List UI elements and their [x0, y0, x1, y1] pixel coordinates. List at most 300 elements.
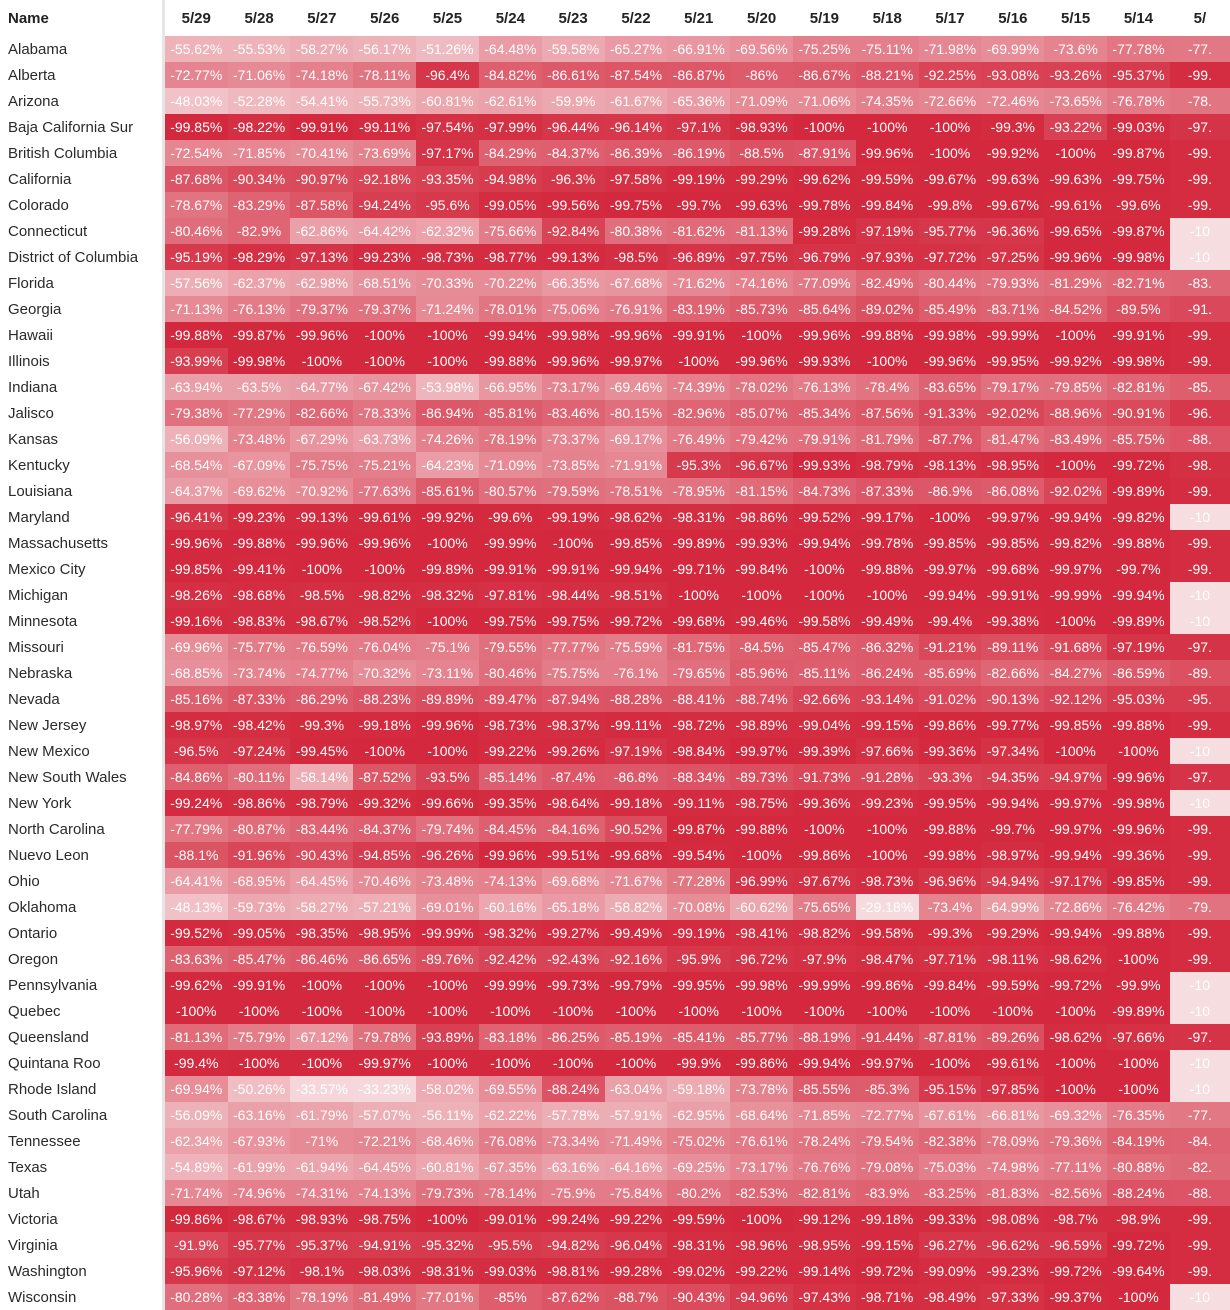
- heatmap-cell[interactable]: -85.49%: [919, 296, 982, 322]
- heatmap-cell[interactable]: -67.42%: [353, 374, 416, 400]
- heatmap-cell[interactable]: -71.06%: [228, 62, 291, 88]
- heatmap-cell[interactable]: -87.7%: [919, 426, 982, 452]
- heatmap-cell[interactable]: -79.38%: [163, 400, 227, 426]
- heatmap-cell[interactable]: -99.84%: [919, 972, 982, 998]
- heatmap-cell[interactable]: -48.13%: [163, 894, 227, 920]
- heatmap-cell[interactable]: -63.16%: [228, 1102, 291, 1128]
- heatmap-cell[interactable]: -99.89%: [1107, 478, 1170, 504]
- heatmap-cell[interactable]: -91.44%: [856, 1024, 919, 1050]
- heatmap-cell[interactable]: -100%: [479, 998, 542, 1024]
- heatmap-cell[interactable]: -72.77%: [856, 1102, 919, 1128]
- heatmap-cell[interactable]: -78.14%: [479, 1180, 542, 1206]
- heatmap-cell[interactable]: -98.11%: [981, 946, 1044, 972]
- heatmap-cell[interactable]: -99.8%: [919, 192, 982, 218]
- heatmap-cell[interactable]: -97.: [1170, 634, 1230, 660]
- heatmap-cell[interactable]: -99.96%: [416, 712, 479, 738]
- column-header[interactable]: 5/16: [998, 9, 1028, 27]
- heatmap-cell[interactable]: -92.16%: [605, 946, 668, 972]
- heatmap-cell[interactable]: -87.56%: [856, 400, 919, 426]
- heatmap-cell[interactable]: -99.63%: [981, 166, 1044, 192]
- heatmap-cell[interactable]: -76.61%: [730, 1128, 793, 1154]
- heatmap-cell[interactable]: -99.13%: [542, 244, 605, 270]
- heatmap-cell[interactable]: -55.53%: [228, 36, 291, 62]
- heatmap-cell[interactable]: -98.7%: [1044, 1206, 1107, 1232]
- heatmap-cell[interactable]: -91.68%: [1044, 634, 1107, 660]
- heatmap-cell[interactable]: -85.47%: [793, 634, 856, 660]
- heatmap-cell[interactable]: -100%: [1044, 738, 1107, 764]
- heatmap-cell[interactable]: -67.29%: [290, 426, 353, 452]
- heatmap-cell[interactable]: -78.19%: [479, 426, 542, 452]
- heatmap-cell[interactable]: -81.83%: [981, 1180, 1044, 1206]
- heatmap-cell[interactable]: -97.33%: [981, 1284, 1044, 1310]
- heatmap-cell[interactable]: -77.79%: [163, 816, 227, 842]
- heatmap-cell[interactable]: -99.7%: [1107, 556, 1170, 582]
- heatmap-cell[interactable]: -83.63%: [163, 946, 227, 972]
- heatmap-cell[interactable]: -99.78%: [856, 530, 919, 556]
- heatmap-cell[interactable]: -57.78%: [542, 1102, 605, 1128]
- heatmap-cell[interactable]: -99.88%: [856, 556, 919, 582]
- heatmap-cell[interactable]: -100%: [1107, 738, 1170, 764]
- heatmap-cell[interactable]: -83.46%: [542, 400, 605, 426]
- heatmap-cell[interactable]: -99.94%: [793, 1050, 856, 1076]
- heatmap-cell[interactable]: -98.26%: [163, 582, 227, 608]
- heatmap-cell[interactable]: -79.93%: [981, 270, 1044, 296]
- heatmap-cell[interactable]: -71.24%: [416, 296, 479, 322]
- heatmap-cell[interactable]: -96.3%: [542, 166, 605, 192]
- heatmap-cell[interactable]: -77.11%: [1044, 1154, 1107, 1180]
- heatmap-cell[interactable]: -100%: [730, 842, 793, 868]
- heatmap-cell[interactable]: -75.75%: [290, 452, 353, 478]
- heatmap-cell[interactable]: -99.: [1170, 920, 1230, 946]
- heatmap-cell[interactable]: -99.68%: [605, 842, 668, 868]
- heatmap-cell[interactable]: -95.15%: [919, 1076, 982, 1102]
- heatmap-cell[interactable]: -100%: [353, 556, 416, 582]
- heatmap-cell[interactable]: -99.52%: [793, 504, 856, 530]
- heatmap-cell[interactable]: -75.02%: [667, 1128, 730, 1154]
- heatmap-cell[interactable]: -74.13%: [353, 1180, 416, 1206]
- heatmap-cell[interactable]: -97.66%: [1107, 1024, 1170, 1050]
- heatmap-cell[interactable]: -75.65%: [793, 894, 856, 920]
- heatmap-cell[interactable]: -76.42%: [1107, 894, 1170, 920]
- column-header[interactable]: 5/27: [307, 9, 337, 27]
- heatmap-cell[interactable]: -68.95%: [228, 868, 291, 894]
- heatmap-cell[interactable]: -81.47%: [981, 426, 1044, 452]
- heatmap-cell[interactable]: -85.14%: [479, 764, 542, 790]
- heatmap-cell[interactable]: -62.98%: [290, 270, 353, 296]
- heatmap-cell[interactable]: -89.76%: [416, 946, 479, 972]
- heatmap-cell[interactable]: -90.43%: [667, 1284, 730, 1310]
- heatmap-cell[interactable]: -99.99%: [793, 972, 856, 998]
- heatmap-cell[interactable]: -88.5%: [730, 140, 793, 166]
- heatmap-cell[interactable]: -63.73%: [353, 426, 416, 452]
- heatmap-cell[interactable]: -98.31%: [667, 1232, 730, 1258]
- heatmap-cell[interactable]: -98.42%: [228, 712, 291, 738]
- heatmap-cell[interactable]: -99.56%: [542, 192, 605, 218]
- heatmap-cell[interactable]: -63.94%: [163, 374, 227, 400]
- heatmap-cell[interactable]: -94.24%: [353, 192, 416, 218]
- heatmap-cell[interactable]: -99.95%: [919, 790, 982, 816]
- heatmap-cell[interactable]: -99.19%: [667, 920, 730, 946]
- heatmap-cell[interactable]: -99.94%: [919, 582, 982, 608]
- heatmap-cell[interactable]: -99.66%: [416, 790, 479, 816]
- heatmap-cell[interactable]: -79.91%: [793, 426, 856, 452]
- heatmap-cell[interactable]: -10: [1170, 244, 1230, 270]
- heatmap-cell[interactable]: -99.72%: [605, 608, 668, 634]
- heatmap-cell[interactable]: -99.6%: [1107, 192, 1170, 218]
- heatmap-cell[interactable]: -88.: [1170, 426, 1230, 452]
- heatmap-cell[interactable]: -71.85%: [793, 1102, 856, 1128]
- heatmap-cell[interactable]: -96.79%: [793, 244, 856, 270]
- heatmap-cell[interactable]: -76.08%: [479, 1128, 542, 1154]
- heatmap-cell[interactable]: -99.89%: [416, 556, 479, 582]
- heatmap-cell[interactable]: -98.84%: [667, 738, 730, 764]
- heatmap-cell[interactable]: -100%: [416, 738, 479, 764]
- heatmap-cell[interactable]: -99.93%: [793, 348, 856, 374]
- heatmap-cell[interactable]: -99.: [1170, 322, 1230, 348]
- heatmap-cell[interactable]: -100%: [228, 998, 291, 1024]
- heatmap-cell[interactable]: -84.5%: [730, 634, 793, 660]
- heatmap-cell[interactable]: -100%: [1107, 946, 1170, 972]
- heatmap-cell[interactable]: -82.81%: [793, 1180, 856, 1206]
- heatmap-cell[interactable]: -100%: [919, 140, 982, 166]
- heatmap-cell[interactable]: -10: [1170, 972, 1230, 998]
- heatmap-cell[interactable]: -90.13%: [981, 686, 1044, 712]
- heatmap-cell[interactable]: -72.46%: [981, 88, 1044, 114]
- heatmap-cell[interactable]: -99.73%: [542, 972, 605, 998]
- heatmap-cell[interactable]: -99.88%: [919, 816, 982, 842]
- heatmap-cell[interactable]: -86.9%: [919, 478, 982, 504]
- heatmap-cell[interactable]: -99.94%: [479, 322, 542, 348]
- heatmap-cell[interactable]: -99.87%: [1107, 140, 1170, 166]
- heatmap-cell[interactable]: -84.37%: [353, 816, 416, 842]
- heatmap-cell[interactable]: -94.91%: [353, 1232, 416, 1258]
- heatmap-cell[interactable]: -88.7%: [605, 1284, 668, 1310]
- heatmap-cell[interactable]: -83.: [1170, 270, 1230, 296]
- heatmap-cell[interactable]: -99.95%: [667, 972, 730, 998]
- heatmap-cell[interactable]: -100%: [793, 114, 856, 140]
- heatmap-cell[interactable]: -63.04%: [605, 1076, 668, 1102]
- heatmap-cell[interactable]: -99.: [1170, 192, 1230, 218]
- heatmap-cell[interactable]: -99.3%: [981, 114, 1044, 140]
- heatmap-cell[interactable]: -99.98%: [228, 348, 291, 374]
- heatmap-cell[interactable]: -73.65%: [1044, 88, 1107, 114]
- heatmap-cell[interactable]: -92.66%: [793, 686, 856, 712]
- heatmap-cell[interactable]: -86.46%: [290, 946, 353, 972]
- heatmap-cell[interactable]: -99.96%: [1044, 244, 1107, 270]
- heatmap-cell[interactable]: -89.26%: [981, 1024, 1044, 1050]
- heatmap-cell[interactable]: -85.34%: [793, 400, 856, 426]
- heatmap-cell[interactable]: -99.: [1170, 712, 1230, 738]
- heatmap-cell[interactable]: -74.39%: [667, 374, 730, 400]
- heatmap-cell[interactable]: -99.71%: [667, 556, 730, 582]
- heatmap-cell[interactable]: -85.61%: [416, 478, 479, 504]
- heatmap-cell[interactable]: -78.95%: [667, 478, 730, 504]
- heatmap-cell[interactable]: -100%: [1107, 1076, 1170, 1102]
- heatmap-cell[interactable]: -91.: [1170, 296, 1230, 322]
- heatmap-cell[interactable]: -80.87%: [228, 816, 291, 842]
- heatmap-cell[interactable]: -85%: [479, 1284, 542, 1310]
- heatmap-cell[interactable]: -56.17%: [353, 36, 416, 62]
- heatmap-cell[interactable]: -70.33%: [416, 270, 479, 296]
- heatmap-cell[interactable]: -98.31%: [667, 504, 730, 530]
- heatmap-cell[interactable]: -69.94%: [163, 1076, 227, 1102]
- heatmap-cell[interactable]: -97.24%: [228, 738, 291, 764]
- heatmap-cell[interactable]: -99.62%: [793, 166, 856, 192]
- heatmap-cell[interactable]: -99.: [1170, 62, 1230, 88]
- heatmap-cell[interactable]: -99.75%: [479, 608, 542, 634]
- heatmap-cell[interactable]: -99.98%: [1107, 790, 1170, 816]
- heatmap-cell[interactable]: -77.: [1170, 1102, 1230, 1128]
- heatmap-cell[interactable]: -10: [1170, 582, 1230, 608]
- heatmap-cell[interactable]: -60.62%: [730, 894, 793, 920]
- heatmap-cell[interactable]: -64.41%: [163, 868, 227, 894]
- heatmap-cell[interactable]: -99.16%: [163, 608, 227, 634]
- heatmap-cell[interactable]: -100%: [1044, 140, 1107, 166]
- heatmap-cell[interactable]: -96.14%: [605, 114, 668, 140]
- heatmap-cell[interactable]: -99.: [1170, 946, 1230, 972]
- heatmap-cell[interactable]: -99.72%: [1107, 1232, 1170, 1258]
- heatmap-cell[interactable]: -62.34%: [163, 1128, 227, 1154]
- heatmap-cell[interactable]: -99.49%: [856, 608, 919, 634]
- heatmap-cell[interactable]: -48.03%: [163, 88, 227, 114]
- heatmap-cell[interactable]: -99.27%: [542, 920, 605, 946]
- heatmap-cell[interactable]: -70.41%: [290, 140, 353, 166]
- column-header[interactable]: 5/21: [684, 9, 714, 27]
- heatmap-cell[interactable]: -99.91%: [479, 556, 542, 582]
- heatmap-cell[interactable]: -88.24%: [1107, 1180, 1170, 1206]
- heatmap-cell[interactable]: -100%: [416, 530, 479, 556]
- column-header[interactable]: 5/19: [809, 9, 839, 27]
- heatmap-cell[interactable]: -99.62%: [163, 972, 227, 998]
- name-column-header[interactable]: Name: [0, 0, 163, 36]
- heatmap-cell[interactable]: -85.64%: [793, 296, 856, 322]
- heatmap-cell[interactable]: -99.96%: [479, 842, 542, 868]
- heatmap-cell[interactable]: -71.06%: [793, 88, 856, 114]
- heatmap-cell[interactable]: -85.41%: [667, 1024, 730, 1050]
- heatmap-cell[interactable]: -100%: [919, 998, 982, 1024]
- heatmap-cell[interactable]: -98.82%: [793, 920, 856, 946]
- heatmap-cell[interactable]: -94.85%: [353, 842, 416, 868]
- heatmap-cell[interactable]: -76.59%: [290, 634, 353, 660]
- heatmap-cell[interactable]: -69.01%: [416, 894, 479, 920]
- heatmap-cell[interactable]: -98.72%: [667, 712, 730, 738]
- heatmap-cell[interactable]: -86.87%: [667, 62, 730, 88]
- heatmap-cell[interactable]: -90.97%: [290, 166, 353, 192]
- heatmap-cell[interactable]: -99.7%: [981, 816, 1044, 842]
- heatmap-cell[interactable]: -99.96%: [353, 530, 416, 556]
- heatmap-cell[interactable]: -85.96%: [730, 660, 793, 686]
- heatmap-cell[interactable]: -95.77%: [919, 218, 982, 244]
- heatmap-cell[interactable]: -57.91%: [605, 1102, 668, 1128]
- heatmap-cell[interactable]: -98.62%: [1044, 1024, 1107, 1050]
- heatmap-cell[interactable]: -78.33%: [353, 400, 416, 426]
- heatmap-cell[interactable]: -99.92%: [1044, 348, 1107, 374]
- heatmap-cell[interactable]: -99.91%: [228, 972, 291, 998]
- heatmap-cell[interactable]: -99.: [1170, 530, 1230, 556]
- heatmap-cell[interactable]: -99.59%: [856, 166, 919, 192]
- heatmap-cell[interactable]: -78.09%: [981, 1128, 1044, 1154]
- heatmap-cell[interactable]: -100%: [353, 348, 416, 374]
- heatmap-cell[interactable]: -99.89%: [1107, 998, 1170, 1024]
- heatmap-cell[interactable]: -89.5%: [1107, 296, 1170, 322]
- heatmap-cell[interactable]: -99.88%: [1107, 920, 1170, 946]
- heatmap-cell[interactable]: -98.79%: [290, 790, 353, 816]
- heatmap-cell[interactable]: -76.1%: [605, 660, 668, 686]
- heatmap-cell[interactable]: -100%: [228, 1050, 291, 1076]
- heatmap-cell[interactable]: -74.26%: [416, 426, 479, 452]
- heatmap-cell[interactable]: -100%: [605, 1050, 668, 1076]
- heatmap-cell[interactable]: -99.88%: [856, 322, 919, 348]
- heatmap-cell[interactable]: -75.84%: [605, 1180, 668, 1206]
- heatmap-cell[interactable]: -99.85%: [981, 530, 1044, 556]
- heatmap-cell[interactable]: -86.39%: [605, 140, 668, 166]
- heatmap-cell[interactable]: -99.36%: [1107, 842, 1170, 868]
- heatmap-cell[interactable]: -69.55%: [479, 1076, 542, 1102]
- heatmap-cell[interactable]: -91.96%: [228, 842, 291, 868]
- column-header[interactable]: 5/15: [1061, 9, 1091, 27]
- heatmap-cell[interactable]: -100%: [730, 582, 793, 608]
- heatmap-cell[interactable]: -99.98%: [1107, 348, 1170, 374]
- heatmap-cell[interactable]: -10: [1170, 1284, 1230, 1310]
- heatmap-cell[interactable]: -91.28%: [856, 764, 919, 790]
- heatmap-cell[interactable]: -100%: [1044, 1076, 1107, 1102]
- heatmap-cell[interactable]: -95.19%: [163, 244, 227, 270]
- heatmap-cell[interactable]: -100%: [1044, 998, 1107, 1024]
- heatmap-cell[interactable]: -99.88%: [479, 348, 542, 374]
- heatmap-cell[interactable]: -79.55%: [479, 634, 542, 660]
- heatmap-cell[interactable]: -29.18%: [856, 894, 919, 920]
- heatmap-cell[interactable]: -99.68%: [667, 608, 730, 634]
- heatmap-cell[interactable]: -85.81%: [479, 400, 542, 426]
- heatmap-cell[interactable]: -98.95%: [793, 1232, 856, 1258]
- heatmap-cell[interactable]: -92.84%: [542, 218, 605, 244]
- heatmap-cell[interactable]: -99.03%: [479, 1258, 542, 1284]
- heatmap-cell[interactable]: -99.75%: [1107, 166, 1170, 192]
- heatmap-cell[interactable]: -99.02%: [667, 1258, 730, 1284]
- heatmap-cell[interactable]: -77.09%: [793, 270, 856, 296]
- heatmap-cell[interactable]: -99.99%: [1044, 582, 1107, 608]
- heatmap-cell[interactable]: -88.41%: [667, 686, 730, 712]
- heatmap-cell[interactable]: -79.36%: [1044, 1128, 1107, 1154]
- heatmap-cell[interactable]: -77.77%: [542, 634, 605, 660]
- heatmap-cell[interactable]: -71.49%: [605, 1128, 668, 1154]
- heatmap-cell[interactable]: -93.08%: [981, 62, 1044, 88]
- heatmap-cell[interactable]: -86.08%: [981, 478, 1044, 504]
- heatmap-cell[interactable]: -99.93%: [730, 530, 793, 556]
- heatmap-cell[interactable]: -99.52%: [163, 920, 227, 946]
- heatmap-cell[interactable]: -96.99%: [730, 868, 793, 894]
- heatmap-cell[interactable]: -79.17%: [981, 374, 1044, 400]
- heatmap-cell[interactable]: -99.96%: [290, 530, 353, 556]
- heatmap-cell[interactable]: -100%: [667, 348, 730, 374]
- heatmap-cell[interactable]: -78.24%: [793, 1128, 856, 1154]
- heatmap-cell[interactable]: -71.13%: [163, 296, 227, 322]
- heatmap-cell[interactable]: -96.04%: [605, 1232, 668, 1258]
- heatmap-cell[interactable]: -68.54%: [163, 452, 227, 478]
- heatmap-cell[interactable]: -100%: [353, 972, 416, 998]
- heatmap-cell[interactable]: -99.23%: [353, 244, 416, 270]
- heatmap-cell[interactable]: -98.96%: [730, 1232, 793, 1258]
- heatmap-cell[interactable]: -64.45%: [353, 1154, 416, 1180]
- heatmap-cell[interactable]: -99.96%: [1107, 816, 1170, 842]
- heatmap-cell[interactable]: -97.17%: [1044, 868, 1107, 894]
- heatmap-cell[interactable]: -10: [1170, 998, 1230, 1024]
- heatmap-cell[interactable]: -99.38%: [981, 608, 1044, 634]
- heatmap-cell[interactable]: -99.96%: [730, 348, 793, 374]
- heatmap-cell[interactable]: -71.85%: [228, 140, 291, 166]
- heatmap-cell[interactable]: -87.68%: [163, 166, 227, 192]
- heatmap-cell[interactable]: -84.16%: [542, 816, 605, 842]
- heatmap-cell[interactable]: -72.21%: [353, 1128, 416, 1154]
- heatmap-cell[interactable]: -99.96%: [856, 140, 919, 166]
- heatmap-cell[interactable]: -99.72%: [1107, 452, 1170, 478]
- heatmap-cell[interactable]: -87.54%: [605, 62, 668, 88]
- heatmap-cell[interactable]: -93.14%: [856, 686, 919, 712]
- heatmap-cell[interactable]: -86.67%: [793, 62, 856, 88]
- heatmap-cell[interactable]: -100%: [856, 114, 919, 140]
- heatmap-cell[interactable]: -86.61%: [542, 62, 605, 88]
- heatmap-cell[interactable]: -99.85%: [1044, 712, 1107, 738]
- heatmap-cell[interactable]: -89.73%: [730, 764, 793, 790]
- heatmap-cell[interactable]: -96.26%: [416, 842, 479, 868]
- heatmap-cell[interactable]: -98.73%: [479, 712, 542, 738]
- heatmap-cell[interactable]: -98.9%: [1107, 1206, 1170, 1232]
- heatmap-cell[interactable]: -99.94%: [1107, 582, 1170, 608]
- heatmap-cell[interactable]: -93.22%: [1044, 114, 1107, 140]
- heatmap-cell[interactable]: -95.96%: [163, 1258, 227, 1284]
- heatmap-cell[interactable]: -97.19%: [1107, 634, 1170, 660]
- heatmap-cell[interactable]: -99.96%: [793, 322, 856, 348]
- heatmap-cell[interactable]: -60.81%: [416, 88, 479, 114]
- heatmap-cell[interactable]: -69.32%: [1044, 1102, 1107, 1128]
- column-header[interactable]: 5/20: [746, 9, 777, 27]
- heatmap-cell[interactable]: -100%: [605, 998, 668, 1024]
- heatmap-cell[interactable]: -50.26%: [228, 1076, 291, 1102]
- heatmap-cell[interactable]: -96.27%: [919, 1232, 982, 1258]
- heatmap-cell[interactable]: -81.49%: [353, 1284, 416, 1310]
- heatmap-cell[interactable]: -70.92%: [290, 478, 353, 504]
- heatmap-cell[interactable]: -98.03%: [353, 1258, 416, 1284]
- heatmap-cell[interactable]: -83.44%: [290, 816, 353, 842]
- heatmap-cell[interactable]: -98.35%: [290, 920, 353, 946]
- heatmap-cell[interactable]: -71%: [290, 1128, 353, 1154]
- heatmap-cell[interactable]: -95.: [1170, 686, 1230, 712]
- heatmap-cell[interactable]: -80.46%: [163, 218, 227, 244]
- heatmap-cell[interactable]: -100%: [353, 322, 416, 348]
- heatmap-cell[interactable]: -61.67%: [605, 88, 668, 114]
- heatmap-cell[interactable]: -99.29%: [730, 166, 793, 192]
- heatmap-cell[interactable]: -99.98%: [542, 322, 605, 348]
- heatmap-cell[interactable]: -98.77%: [479, 244, 542, 270]
- heatmap-cell[interactable]: -79.54%: [856, 1128, 919, 1154]
- heatmap-cell[interactable]: -99.: [1170, 1206, 1230, 1232]
- heatmap-cell[interactable]: -78.02%: [730, 374, 793, 400]
- heatmap-cell[interactable]: -99.63%: [730, 192, 793, 218]
- heatmap-cell[interactable]: -73.17%: [730, 1154, 793, 1180]
- heatmap-cell[interactable]: -100%: [919, 1050, 982, 1076]
- heatmap-cell[interactable]: -97.72%: [919, 244, 982, 270]
- heatmap-cell[interactable]: -60.16%: [479, 894, 542, 920]
- heatmap-cell[interactable]: -81.62%: [667, 218, 730, 244]
- heatmap-cell[interactable]: -99.99%: [479, 530, 542, 556]
- heatmap-cell[interactable]: -99.59%: [667, 1206, 730, 1232]
- heatmap-cell[interactable]: -97.17%: [416, 140, 479, 166]
- heatmap-cell[interactable]: -100%: [542, 530, 605, 556]
- heatmap-cell[interactable]: -75.59%: [605, 634, 668, 660]
- heatmap-cell[interactable]: -70.32%: [353, 660, 416, 686]
- heatmap-cell[interactable]: -98.82%: [353, 582, 416, 608]
- heatmap-cell[interactable]: -74.13%: [479, 868, 542, 894]
